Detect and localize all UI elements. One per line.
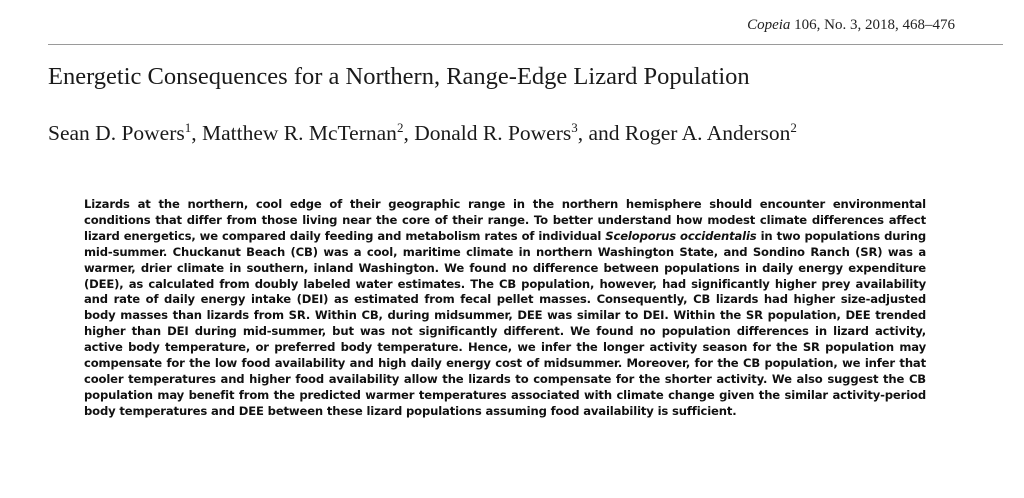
header-rule bbox=[48, 44, 1003, 45]
author-separator: , bbox=[191, 121, 202, 145]
author-name: Matthew R. McTernan bbox=[202, 121, 397, 145]
author-separator: , bbox=[403, 121, 415, 145]
journal-citation bbox=[747, 17, 955, 34]
author-affiliation: 2 bbox=[790, 119, 797, 135]
volume-issue-pages: 106, No. 3, 2018, 468–476 bbox=[794, 17, 955, 33]
journal-name: Copeia bbox=[747, 17, 791, 33]
species-name: Sceloporus occidentalis bbox=[605, 228, 757, 243]
author-separator: , and bbox=[577, 121, 625, 145]
author-name: Roger A. Anderson bbox=[624, 121, 791, 145]
author-affiliation: 3 bbox=[571, 119, 578, 135]
author-list bbox=[48, 117, 948, 149]
article-title: Energetic Consequences for a Northern, Range-Edge Lizard Population bbox=[48, 63, 750, 90]
author-name: Sean D. Powers bbox=[48, 121, 185, 145]
author-affiliation: 1 bbox=[184, 119, 192, 135]
abstract-text: Lizards at the northern, cool edge of their geographic range in the northern hemisphere should encounter environmental conditions that differ from those living near the core of their range. To better understand how modest climate differences affect lizard energetics, we compared daily feeding and metabolism rates of individual bbox=[84, 197, 926, 243]
author-affiliation: 2 bbox=[396, 119, 404, 135]
abstract bbox=[84, 197, 926, 420]
author-name: Donald R. Powers bbox=[414, 121, 572, 145]
abstract-text: in two populations during mid-summer. Chuckanut Beach (CB) was a cool, maritime climate in northern Washington State, and Sondino Ranch (SR) was a warmer, drier climate in southern, inland Washington. We found no difference between populations in daily energy expenditure (DEE), as calculated from doubly labeled water estimates. The CB population, however, had significantly higher prey availability and rate of daily energy intake (DEI) as estimated from fecal pellet masses. Consequently, CB lizards had higher size-adjusted body masses than lizards from SR. Within CB, during midsummer, DEE was similar to DEI. Within the SR population, DEE trended higher than DEI during mid-summer, but was not significantly different. We found no population differences in lizard activity, active body temperature, or preferred body temperature. Hence, we infer the longer activity season for the SR population may compensate for the low food availability and high daily energy cost of midsummer. Moreover, for the CB population, we infer that cooler temperatures and higher food availability allow the lizards to compensate for the shorter activity. We also suggest the CB population may benefit from the predicted warmer temperatures associated with climate change given the similar activity-period body temperatures and DEE between these lizard populations assuming food availability is sufficient. bbox=[84, 228, 927, 418]
